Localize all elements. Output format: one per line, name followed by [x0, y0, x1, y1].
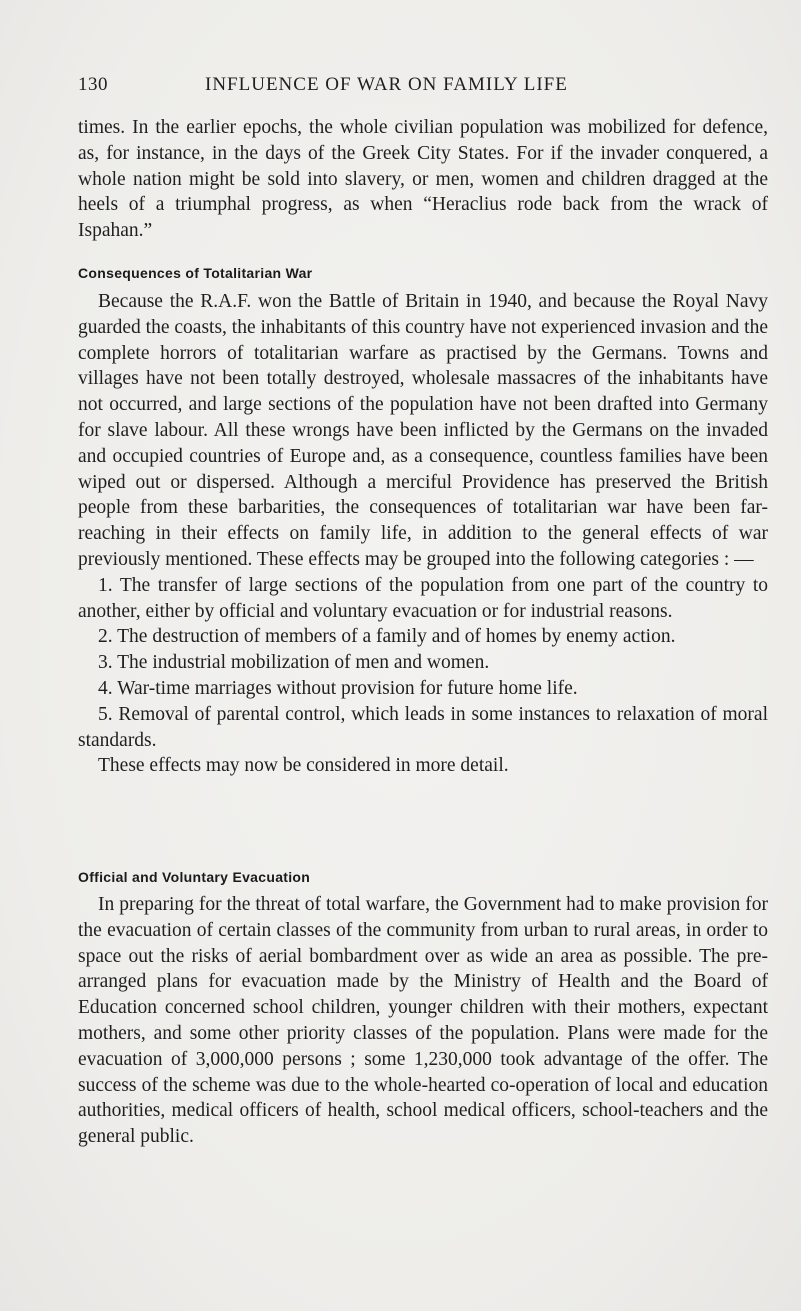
page-number: 130 — [78, 74, 108, 95]
section-evacuation — [78, 892, 768, 1150]
list-item: 5. Removal of parental control, which leads in some instances to relaxation of moral standards. — [78, 703, 768, 751]
running-title: INFLUENCE OF WAR ON FAMILY LIFE — [205, 74, 568, 95]
page-header — [78, 74, 728, 102]
section-heading-evacuation: Official and Voluntary Evacuation — [78, 869, 311, 885]
section-totalitarian-war — [78, 289, 768, 779]
section-heading-totalitarian-war: Consequences of Totalitarian War — [78, 265, 313, 281]
list-item: 1. The transfer of large sections of the population from one part of the country to another, either by official and voluntary evacuation or for industrial reasons. — [78, 574, 768, 622]
intro-text — [78, 115, 768, 244]
list-item: 3. The industrial mobilization of men and women. — [98, 652, 490, 674]
section-closing: These effects may now be considered in more detail. — [98, 755, 509, 777]
intro-paragraph: times. In the earlier epochs, the whole civilian population was mobilized for defence, as, for instance, in the days of the Greek City States. For if the invader conquered, a whole nation might be sold into slavery, or men, women and children dragged at the heels of a triumphal progress, as when “Heraclius rode back from the wrack of Ispahan.” — [78, 117, 768, 242]
section-paragraph: In preparing for the threat of total warfare, the Government had to make provision for the evacuation of certain classes of the community from urban to rural areas, in order to space out the risks of aerial bombardment over as wide an area as possible. The pre-arranged plans for evacuation made by the Ministry of Health and the Board of Education concerned school children, younger children with their mothers, expectant mothers, and some other priority classes of the population. Plans were made for the evacuation of 3,000,000 persons ; some 1,230,000 took advantage of the offer. The success of the scheme was due to the whole-hearted co-operation of local and education authorities, medical officers of health, school medical officers, school-teachers and the general public. — [78, 894, 768, 1148]
section-paragraph: Because the R.A.F. won the Battle of Britain in 1940, and because the Royal Navy guarded the coasts, the inhabitants of this country have not experienced invasion and the complete horrors of totalitarian warfare as practised by the Germans. Towns and villages have not been totally destroyed, wholesale massacres of the inhabitants have not occurred, and large sections of the population have not been drafted into Germany for slave labour. All these wrongs have been inflicted by the Germans on the invaded and occupied countries of Europe and, as a consequence, countless families have been wiped out or dispersed. Although a merciful Providence has preserved the British people from these barbarities, the consequences of totalitarian war have been far-reaching in their effects on family life, in addition to the general effects of war previously mentioned. These effects may be grouped into the following categories : — — [78, 291, 768, 570]
list-item: 4. War-time marriages without provision for future home life. — [98, 677, 578, 699]
list-item: 2. The destruction of members of a family and of homes by enemy action. — [98, 626, 676, 648]
